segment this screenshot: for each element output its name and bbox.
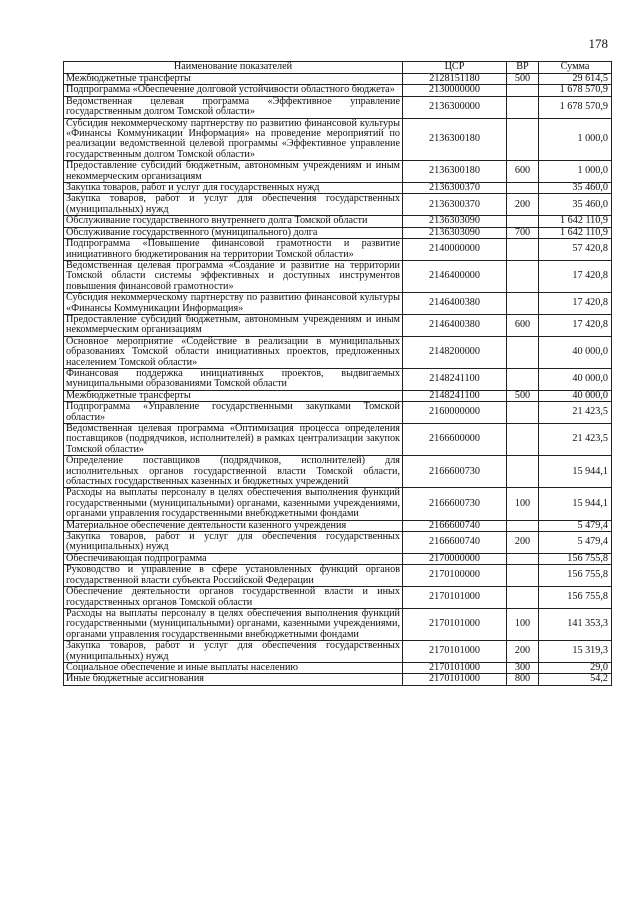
- cell-name: Субсидия некоммерческому партнерству по развитию финансовой культуры «Финансы Коммуникации Информация»: [64, 293, 403, 315]
- table-row: [64, 662, 612, 673]
- table-row: [64, 587, 612, 609]
- cell-name: Руководство и управление в сфере установленных функций органов государственной власти субъекта Российской Федерации: [64, 565, 403, 587]
- cell-name: Расходы на выплаты персоналу в целях обеспечения выполнения функций государственными (муниципальными) органами, казенными учреждениями, органами управления государственными внебюджетными фондами: [64, 608, 403, 640]
- cell-csr: 2170101000: [403, 674, 507, 685]
- cell-vr: [507, 520, 539, 531]
- cell-csr: 2170101000: [403, 641, 507, 663]
- cell-sum: 141 353,3: [539, 608, 612, 640]
- cell-sum: 17 420,8: [539, 260, 612, 292]
- cell-name: Социальное обеспечение и иные выплаты населению: [64, 662, 403, 673]
- cell-vr: 100: [507, 488, 539, 520]
- cell-name: Субсидия некоммерческому партнерству по развитию финансовой культуры «Финансы Коммуникации Информация» на проведение мероприятий по реализации ведомственной целевой программы «Эффективное управление государственным долгом Томской области»: [64, 118, 403, 161]
- cell-name: Межбюджетные трансферты: [64, 74, 403, 85]
- table-row: [64, 674, 612, 685]
- cell-csr: 2170101000: [403, 587, 507, 609]
- cell-csr: 2170100000: [403, 565, 507, 587]
- cell-vr: [507, 587, 539, 609]
- cell-csr: 2136300370: [403, 194, 507, 216]
- cell-vr: [507, 239, 539, 261]
- table-row: [64, 118, 612, 161]
- cell-name: Закупка товаров, работ и услуг для обеспечения государственных (муниципальных) нужд: [64, 532, 403, 554]
- cell-vr: [507, 118, 539, 161]
- table-row: [64, 456, 612, 488]
- cell-name: Подпрограмма «Управление государственными закупками Томской области»: [64, 402, 403, 424]
- cell-sum: 29 614,5: [539, 74, 612, 85]
- cell-vr: 300: [507, 662, 539, 673]
- table-body: [64, 74, 612, 686]
- cell-vr: [507, 565, 539, 587]
- cell-sum: 1 642 110,9: [539, 216, 612, 227]
- table-row: [64, 293, 612, 315]
- cell-csr: 2136300370: [403, 183, 507, 194]
- cell-vr: 700: [507, 227, 539, 238]
- cell-name: Материальное обеспечение деятельности казенного учреждения: [64, 520, 403, 531]
- cell-vr: [507, 96, 539, 118]
- cell-name: Закупка товаров, работ и услуг для обеспечения государственных (муниципальных) нужд: [64, 641, 403, 663]
- cell-vr: 100: [507, 608, 539, 640]
- cell-sum: 156 755,8: [539, 553, 612, 564]
- table-row: [64, 641, 612, 663]
- cell-name: Ведомственная целевая программа «Эффективное управление государственным долгом Томской области»: [64, 96, 403, 118]
- page-number: 178: [588, 36, 608, 51]
- table-row: [64, 424, 612, 456]
- cell-csr: 2166600740: [403, 520, 507, 531]
- cell-csr: 2148241100: [403, 368, 507, 390]
- table-row: [64, 227, 612, 238]
- cell-csr: 2136303090: [403, 227, 507, 238]
- table-row: [64, 565, 612, 587]
- cell-vr: [507, 85, 539, 96]
- header-csr: ЦСР: [403, 62, 507, 74]
- cell-name: Обслуживание государственного (муниципального) долга: [64, 227, 403, 238]
- cell-csr: 2148200000: [403, 336, 507, 368]
- cell-vr: 200: [507, 641, 539, 663]
- table-row: [64, 260, 612, 292]
- cell-sum: 21 423,5: [539, 402, 612, 424]
- cell-sum: 1 000,0: [539, 161, 612, 183]
- cell-name: Определение поставщиков (подрядчиков, исполнителей) для исполнительных органов государственной власти Томской области, областных государственных казенных и бюджетных учреждений: [64, 456, 403, 488]
- cell-vr: 200: [507, 194, 539, 216]
- table-row: [64, 314, 612, 336]
- cell-sum: 15 944,1: [539, 456, 612, 488]
- cell-name: Обслуживание государственного внутреннего долга Томской области: [64, 216, 403, 227]
- cell-sum: 1 000,0: [539, 118, 612, 161]
- cell-sum: 35 460,0: [539, 183, 612, 194]
- table-header-row: [64, 62, 612, 74]
- cell-name: Ведомственная целевая программа «Создание и развитие на территории Томской области системы эффективных и доступных инструментов повышения финансовой грамотности»: [64, 260, 403, 292]
- cell-csr: 2170000000: [403, 553, 507, 564]
- cell-sum: 40 000,0: [539, 390, 612, 401]
- table-row: [64, 553, 612, 564]
- cell-csr: 2170101000: [403, 662, 507, 673]
- cell-sum: 15 944,1: [539, 488, 612, 520]
- cell-vr: [507, 368, 539, 390]
- cell-csr: 2136300000: [403, 96, 507, 118]
- table-row: [64, 390, 612, 401]
- cell-vr: [507, 183, 539, 194]
- cell-sum: 40 000,0: [539, 368, 612, 390]
- cell-name: Предоставление субсидий бюджетным, автономным учреждениям и иным некоммерческим организациям: [64, 314, 403, 336]
- table-row: [64, 488, 612, 520]
- header-sum: Сумма: [539, 62, 612, 74]
- cell-csr: 2170101000: [403, 608, 507, 640]
- cell-csr: 2136300180: [403, 161, 507, 183]
- cell-vr: [507, 260, 539, 292]
- cell-csr: 2148241100: [403, 390, 507, 401]
- cell-csr: 2166600730: [403, 456, 507, 488]
- cell-sum: 156 755,8: [539, 587, 612, 609]
- cell-sum: 17 420,8: [539, 293, 612, 315]
- cell-csr: 2128151180: [403, 74, 507, 85]
- cell-sum: 5 479,4: [539, 532, 612, 554]
- table-row: [64, 96, 612, 118]
- cell-csr: 2136303090: [403, 216, 507, 227]
- cell-sum: 1 678 570,9: [539, 85, 612, 96]
- cell-csr: 2140000000: [403, 239, 507, 261]
- cell-name: Финансовая поддержка инициативных проектов, выдвигаемых муниципальными образованиями Томской области: [64, 368, 403, 390]
- cell-name: Ведомственная целевая программа «Оптимизация процесса определения поставщиков (подрядчиков, исполнителей) в рамках централизации закупок Томской области»: [64, 424, 403, 456]
- table-row: [64, 183, 612, 194]
- table-row: [64, 336, 612, 368]
- cell-name: Обеспечение деятельности органов государственной власти и иных государственных органов Томской области: [64, 587, 403, 609]
- table-row: [64, 368, 612, 390]
- cell-vr: [507, 336, 539, 368]
- cell-csr: 2166600000: [403, 424, 507, 456]
- cell-sum: 1 678 570,9: [539, 96, 612, 118]
- cell-sum: 156 755,8: [539, 565, 612, 587]
- cell-csr: 2146400380: [403, 314, 507, 336]
- cell-sum: 40 000,0: [539, 336, 612, 368]
- cell-sum: 35 460,0: [539, 194, 612, 216]
- cell-sum: 54,2: [539, 674, 612, 685]
- header-name: Наименование показателей: [64, 62, 403, 74]
- table-row: [64, 194, 612, 216]
- cell-sum: 57 420,8: [539, 239, 612, 261]
- budget-table: [63, 61, 612, 686]
- cell-csr: 2160000000: [403, 402, 507, 424]
- cell-csr: 2166600730: [403, 488, 507, 520]
- cell-name: Подпрограмма «Повышение финансовой грамотности и развитие инициативного бюджетирования на территории Томской области»: [64, 239, 403, 261]
- cell-vr: [507, 424, 539, 456]
- cell-sum: 15 319,3: [539, 641, 612, 663]
- cell-vr: [507, 216, 539, 227]
- cell-name: Межбюджетные трансферты: [64, 390, 403, 401]
- cell-vr: [507, 456, 539, 488]
- header-vr: ВР: [507, 62, 539, 74]
- cell-name: Основное мероприятие «Содействие в реализации в муниципальных образованиях Томской области инициативных проектов, предложенных населением Томской области»: [64, 336, 403, 368]
- cell-name: Подпрограмма «Обеспечение долговой устойчивости областного бюджета»: [64, 85, 403, 96]
- table-row: [64, 239, 612, 261]
- cell-csr: 2146400380: [403, 293, 507, 315]
- cell-vr: 200: [507, 532, 539, 554]
- cell-vr: [507, 293, 539, 315]
- cell-sum: 5 479,4: [539, 520, 612, 531]
- table-row: [64, 532, 612, 554]
- cell-sum: 21 423,5: [539, 424, 612, 456]
- table-row: [64, 74, 612, 85]
- table-row: [64, 161, 612, 183]
- table-row: [64, 85, 612, 96]
- table-row: [64, 402, 612, 424]
- cell-name: Обеспечивающая подпрограмма: [64, 553, 403, 564]
- cell-csr: 2166600740: [403, 532, 507, 554]
- cell-vr: 500: [507, 74, 539, 85]
- cell-vr: 500: [507, 390, 539, 401]
- cell-name: Иные бюджетные ассигнования: [64, 674, 403, 685]
- cell-csr: 2146400000: [403, 260, 507, 292]
- cell-name: Закупка товаров, работ и услуг для обеспечения государственных (муниципальных) нужд: [64, 194, 403, 216]
- cell-vr: 800: [507, 674, 539, 685]
- cell-vr: [507, 553, 539, 564]
- cell-name: Закупка товаров, работ и услуг для государственных нужд: [64, 183, 403, 194]
- cell-name: Предоставление субсидий бюджетным, автономным учреждениям и иным некоммерческим организациям: [64, 161, 403, 183]
- table-row: [64, 520, 612, 531]
- cell-sum: 29,0: [539, 662, 612, 673]
- cell-vr: 600: [507, 314, 539, 336]
- cell-csr: 2136300180: [403, 118, 507, 161]
- cell-sum: 17 420,8: [539, 314, 612, 336]
- cell-vr: [507, 402, 539, 424]
- cell-vr: 600: [507, 161, 539, 183]
- cell-name: Расходы на выплаты персоналу в целях обеспечения выполнения функций государственными (муниципальными) органами, казенными учреждениями, органами управления государственными внебюджетными фондами: [64, 488, 403, 520]
- table-row: [64, 608, 612, 640]
- cell-sum: 1 642 110,9: [539, 227, 612, 238]
- cell-csr: 2130000000: [403, 85, 507, 96]
- table-row: [64, 216, 612, 227]
